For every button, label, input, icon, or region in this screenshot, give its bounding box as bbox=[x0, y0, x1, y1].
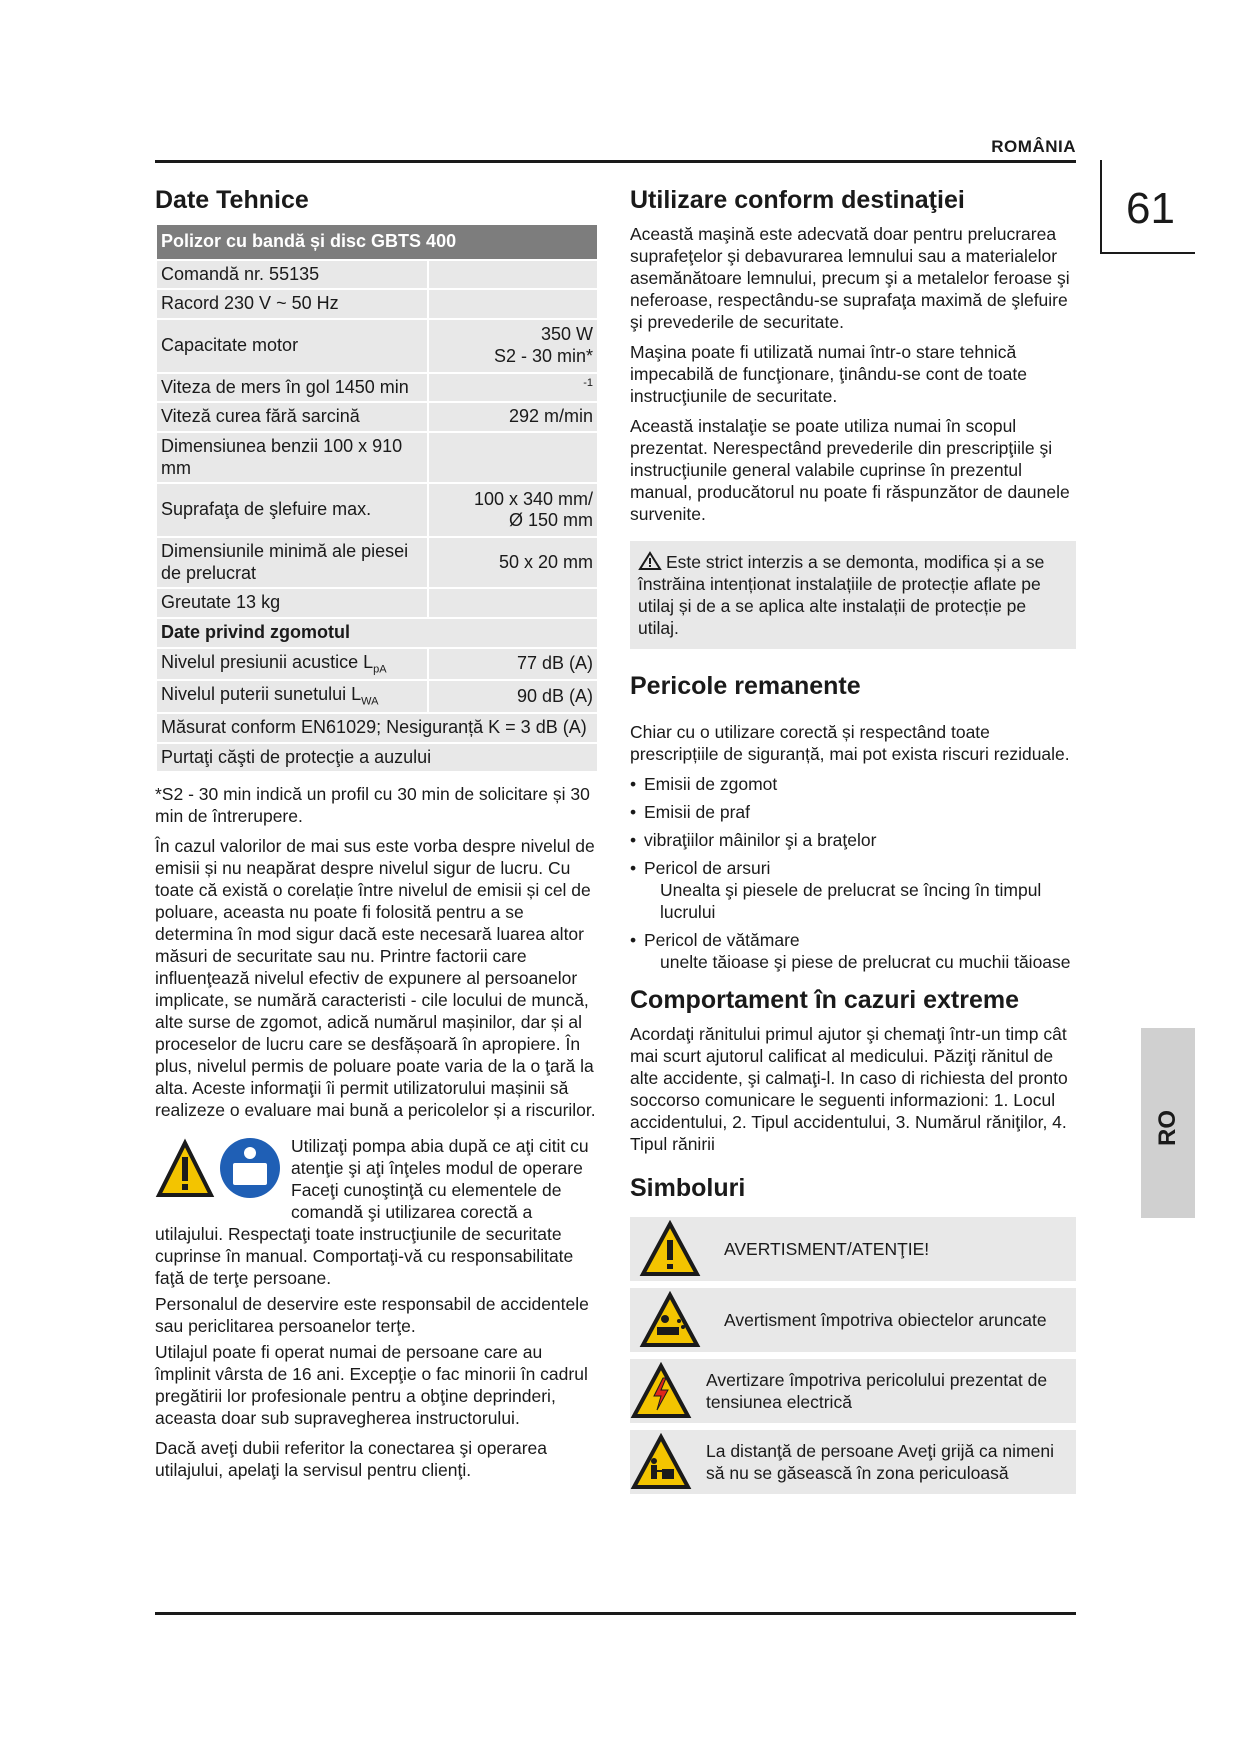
spec-table bbox=[155, 223, 599, 773]
table-row: Purtaţi căşti de protecţie a auzului bbox=[156, 743, 598, 773]
service-paragraph: Dacă aveţi dubii referitor la conectarea şi operarea utilajului, apelaţi la servisul pentru clienţi. bbox=[155, 1438, 548, 1481]
emergency-paragraph: Acordaţi rănitului primul ajutor şi chemaţi într-un timp cât mai scurt ajutorul calificat al medicului. Păziţi rănitul de alte accidente, şi calmaţi-l. In caso di richiesta del pronto soccorso comunicare le seguenti informazioni: 1. Locul accidentului, 2. Tipul accidentului, 3. Numărul răniţilor, 4. Tipul rănirii bbox=[630, 1024, 1068, 1154]
risk-list bbox=[630, 773, 1076, 973]
intended-use-p1: Această maşină este adecvată doar pentru prelucrarea suprafeţelor şi debavurarea lemnului sau a materialelor asemănătoare lemnului, precum şi a metalelor feroase şi neferoase, respectându-se suprafaţa maximă de şlefuire şi prevederile de securitate. bbox=[630, 224, 1070, 332]
symbol-row: Avertisment împotriva obiectelor aruncate bbox=[630, 1288, 1076, 1352]
warning-exclamation-icon bbox=[639, 1220, 701, 1278]
symbols-title: Simboluri bbox=[630, 1174, 746, 1202]
emission-paragraph: În cazul valorilor de mai sus este vorba despre nivelul de emisii și nu neapărat despre nivelul sigur de lucru. Cu toate că există o corelație între nivelul de emisii și cel de poluare, aceasta nu poate fi folosită pentru a se determina în mod sigur dacă este necesară luarea altor măsuri de securitate sau nu. Printre factorii care influenţează nivelul efectiv de expunere al persoanelor implicate, se numără caracteristi - cile locului de muncă, alte surse de zgomot, adică numărul mașinilor, dar și al proceselor de lucru care se desfășoară în apropiere. În plus, nivelul permis de poluare poate varia de la o ţară la alta. Aceste informaţii îi permit utilizatorului mașinii să realizeze o evaluare mai bună a pericolelor și a riscurilor. bbox=[155, 836, 596, 1121]
list-item: • Emisii de zgomot bbox=[630, 773, 1076, 795]
bottom-rule bbox=[155, 1612, 1076, 1615]
table-row: Suprafaţa de şlefuire max. 100 x 340 mm/ Ø 150 mm bbox=[156, 483, 598, 537]
warning-outline-icon bbox=[638, 551, 662, 571]
spec-table-header: Polizor cu bandă și disc GBTS 400 bbox=[156, 224, 598, 260]
footnote: *S2 - 30 min indică un profil cu 30 min de solicitare și 30 min de întrerupere. bbox=[155, 784, 590, 827]
warning-triangle-icon bbox=[155, 1135, 285, 1205]
table-row: Viteză curea fără sarcină 292 m/min bbox=[156, 402, 598, 432]
table-row: Dimensiunea benzii 100 x 910 mm bbox=[156, 432, 598, 483]
table-row: Nivelul puterii sunetului $L_{WA}$ 90 dB (A) bbox=[156, 680, 598, 713]
table-row: Viteza de mers în gol 1450 min -1 bbox=[156, 373, 598, 403]
warning-icons bbox=[155, 1135, 285, 1205]
safety-note: Este strict interzis a se demonta, modifica și a se înstrăina intenționat instalațiile de protecție aflate pe utilaj și de a se aplica alte instalații de protecție pe utilaj. bbox=[630, 541, 1076, 649]
language-tab-label: RO bbox=[1154, 1110, 1181, 1146]
right-column bbox=[630, 185, 1076, 1501]
operating-paragraph: Utilizaţi pompa abia după ce aţi citit cu atenţie şi aţi înţeles modul de operare Faceţi cunoştinţă cu elementele de comandă şi utilizarea corectă a utilajului. Respectaţi toate instrucţiunile de securitate cuprinse în manual. Comportaţi-vă cu responsabilitate faţă de terţe persoane. bbox=[155, 1136, 589, 1289]
table-row: Capacitate motor 350 W S2 - 30 min* bbox=[156, 319, 598, 373]
table-row: Dimensiunile minimă ale piesei de prelucrat 50 x 20 mm bbox=[156, 537, 598, 588]
symbol-row: Avertizare împotriva pericolului prezentat de tensiunea electrică bbox=[630, 1359, 1076, 1423]
list-item: • Emisii de praf bbox=[630, 801, 1076, 823]
table-row: Nivelul presiunii acustice $L_{pA}$ 77 dB (A) bbox=[156, 648, 598, 681]
top-rule bbox=[155, 160, 1076, 163]
staff-paragraph: Personalul de deservire este responsabil de accidentele sau periclitarea persoanelor terţe. bbox=[155, 1294, 589, 1337]
page-number: 61 bbox=[1126, 184, 1175, 233]
page-number-box bbox=[1100, 160, 1195, 254]
table-row: Racord 230 V ~ 50 Hz bbox=[156, 289, 598, 319]
age-paragraph: Utilajul poate fi operat numai de persoane care au împlinit vârsta de 16 ani. Excepţie o fac minorii în cadrul pregătirii lor profesionale pentru a obţine deprinderi, aceasta doar sub supravegherea instructorului. bbox=[155, 1342, 588, 1429]
symbol-row: AVERTISMENT/ATENŢIE! bbox=[630, 1217, 1076, 1281]
table-row: Date privind zgomotul bbox=[156, 618, 598, 648]
residual-risks-title: Pericole remanente bbox=[630, 672, 861, 700]
list-item: • Pericol de vătămare unelte tăioase şi piese de prelucrat cu muchii tăioase bbox=[630, 929, 1076, 973]
intended-use-p2: Maşina poate fi utilizată numai într-o stare tehnică impecabilă de funcţionare, ţinându-se cont de toate instrucţiunile de securitate. bbox=[630, 342, 1027, 406]
read-manual-block bbox=[155, 1135, 599, 1337]
table-row: Greutate 13 kg bbox=[156, 588, 598, 618]
intended-use-p3: Această instalaţie se poate utiliza numai în scopul prezentat. Nerespectând prevederile din prescripţiile şi instrucţiunile general valabile cuprinse în prezentul manual, producătorul nu poate fi răspunzător de daunele survenite. bbox=[630, 416, 1070, 524]
flying-objects-icon bbox=[639, 1291, 701, 1349]
tech-data-title: Date Tehnice bbox=[155, 186, 309, 214]
left-column bbox=[155, 185, 599, 1489]
emergency-title: Comportament în cazuri extreme bbox=[630, 986, 1019, 1014]
list-item: • Pericol de arsuri Unealta şi piesele de prelucrat se încing în timpul lucrului bbox=[630, 857, 1076, 923]
list-item: • vibraţiilor mâinilor şi a braţelor bbox=[630, 829, 1076, 851]
table-row: Măsurat conform EN61029; Nesiguranță K = 3 dB (A) bbox=[156, 713, 598, 743]
language-tab bbox=[1141, 1028, 1195, 1218]
table-row: Comandă nr. 55135 bbox=[156, 260, 598, 290]
keep-distance-icon bbox=[630, 1433, 692, 1491]
residual-risks-intro: Chiar cu o utilizare corectă și respectând toate prescripțiile de siguranță, mai pot exista riscuri reziduale. bbox=[630, 722, 1070, 764]
country-label: ROMÂNIA bbox=[991, 137, 1076, 156]
intended-use-title: Utilizare conform destinaţiei bbox=[630, 186, 965, 214]
symbol-row: La distanţă de persoane Aveţi grijă ca nimeni să nu se găsească în zona periculoasă bbox=[630, 1430, 1076, 1494]
electric-hazard-icon bbox=[630, 1362, 692, 1420]
